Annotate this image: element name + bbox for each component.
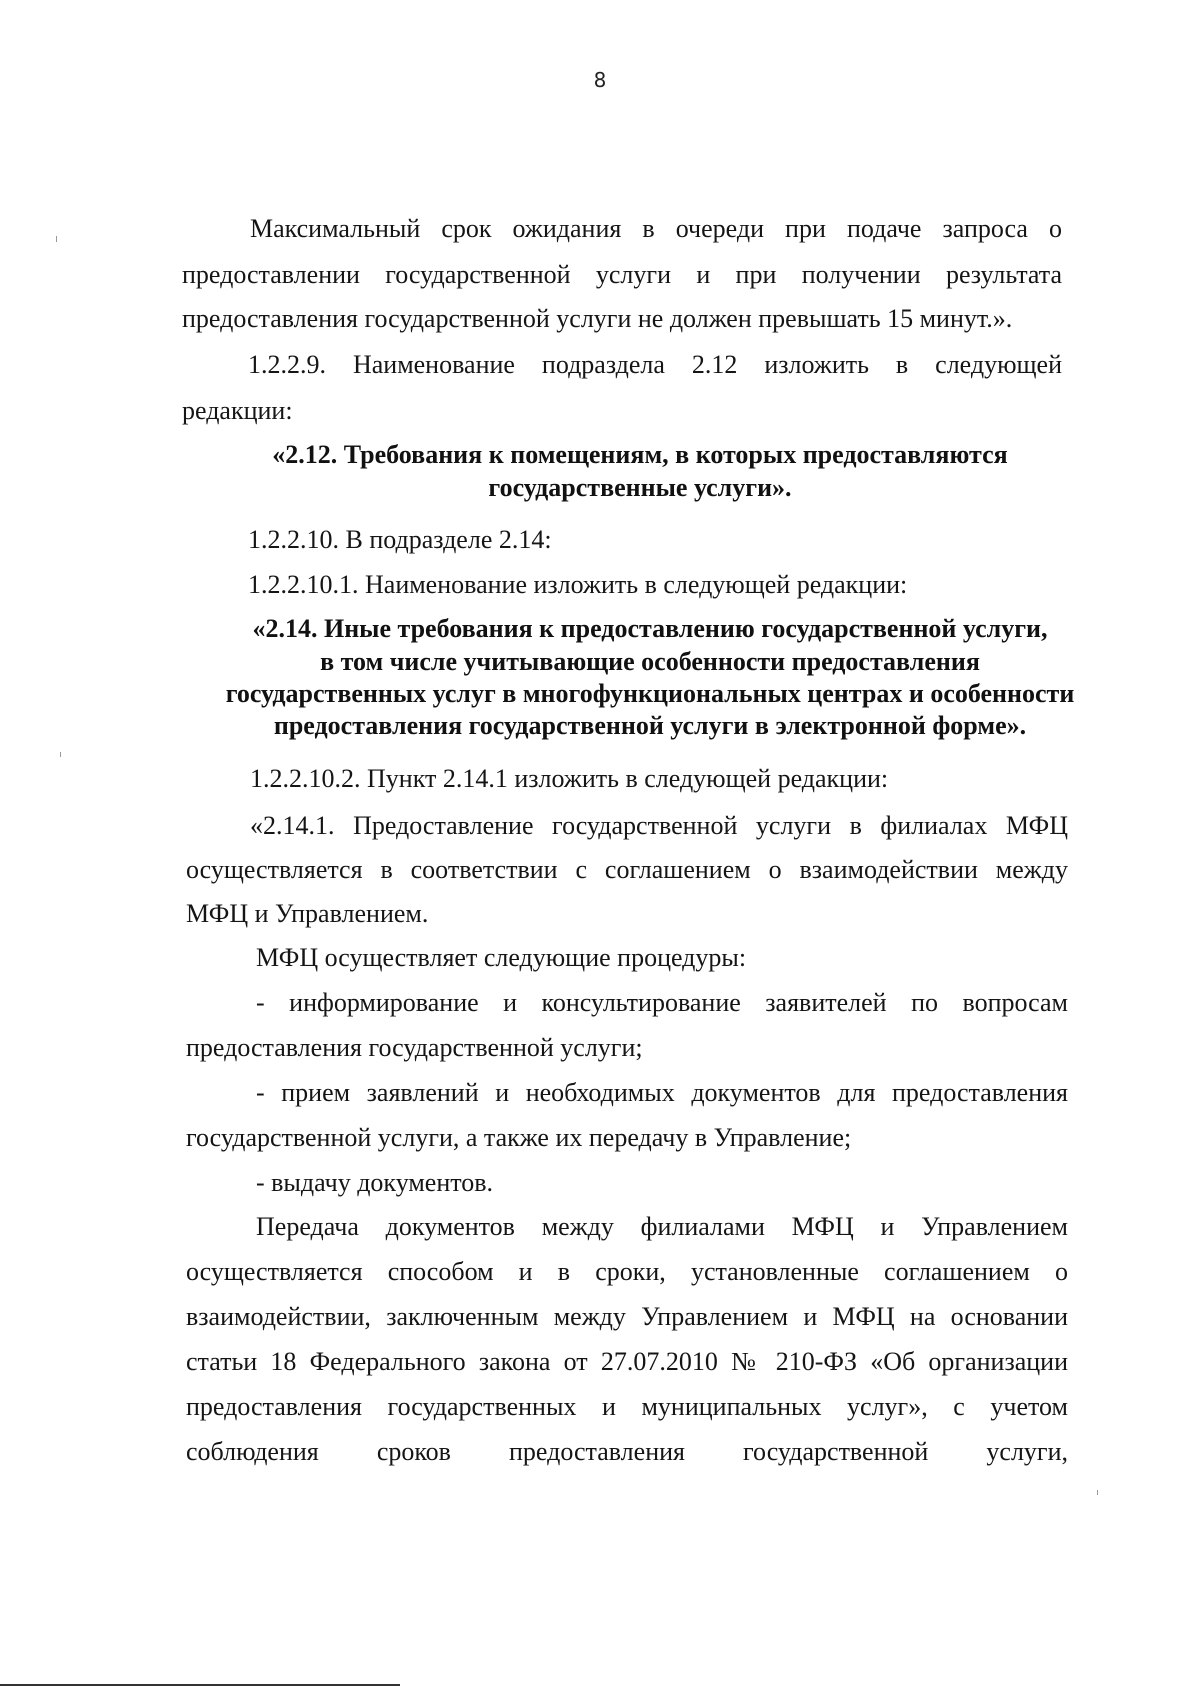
scan-dot [1097,1490,1098,1495]
section-heading: государственных услуг в многофункциональных центрах и особенности [225,679,1075,708]
section-heading: предоставления государственной услуги в электронной форме». [273,711,1027,740]
paragraph-line: - прием заявлений и необходимых документов для предоставления [256,1078,1068,1107]
paragraph-line: МФЦ осуществляет следующие процедуры: [256,943,747,972]
paragraph-line: 1.2.2.10. В подразделе 2.14: [248,525,552,554]
page-number: 8 [593,68,607,92]
paragraph-line: предоставления государственной услуги не должен превышать 15 минут.». [182,304,1013,333]
paragraph-line: - выдачу документов. [256,1168,494,1197]
paragraph-line: предоставления государственных и муниципальных услуг», с учетом [186,1392,1068,1421]
paragraph-line: осуществляется в соответствии с соглашением о взаимодействии между [186,855,1068,884]
paragraph-line: осуществляется способом и в сроки, установленные соглашением о [186,1257,1068,1286]
paragraph-line: 1.2.2.10.2. Пункт 2.14.1 изложить в следующей редакции: [250,764,889,793]
paragraph-line: МФЦ и Управлением. [186,899,429,928]
paragraph-line: статьи 18 Федерального закона от 27.07.2010 № 210-ФЗ «Об организации [186,1347,1068,1376]
scan-dot [60,752,61,757]
paragraph-line: редакции: [182,396,293,425]
scan-dot [56,236,57,242]
paragraph-line: Передача документов между филиалами МФЦ и Управлением [256,1212,1068,1241]
paragraph-line: предоставления государственной услуги; [186,1033,643,1062]
bottom-edge-rule [0,1684,400,1686]
section-heading: «2.12. Требования к помещениям, в которых предоставляются [272,440,1008,469]
paragraph-line: 1.2.2.10.1. Наименование изложить в следующей редакции: [248,570,908,599]
paragraph-line: Максимальный срок ожидания в очереди при подаче запроса о [250,214,1062,243]
paragraph-line: - информирование и консультирование заявителей по вопросам [256,988,1068,1017]
paragraph-line: 1.2.2.9. Наименование подраздела 2.12 изложить в следующей [248,350,1062,379]
paragraph-line: соблюдения сроков предоставления государственной услуги, [186,1437,1068,1466]
paragraph-line: «2.14.1. Предоставление государственной услуги в филиалах МФЦ [250,811,1068,840]
paragraph-line: государственной услуги, а также их передачу в Управление; [186,1123,852,1152]
section-heading: в том числе учитывающие особенности предоставления [320,647,980,676]
paragraph-line: взаимодействии, заключенным между Управлением и МФЦ на основании [186,1302,1068,1331]
paragraph-line: предоставлении государственной услуги и при получении результата [182,260,1062,289]
section-heading: государственные услуги». [488,473,792,502]
section-heading: «2.14. Иные требования к предоставлению государственной услуги, [252,614,1048,643]
